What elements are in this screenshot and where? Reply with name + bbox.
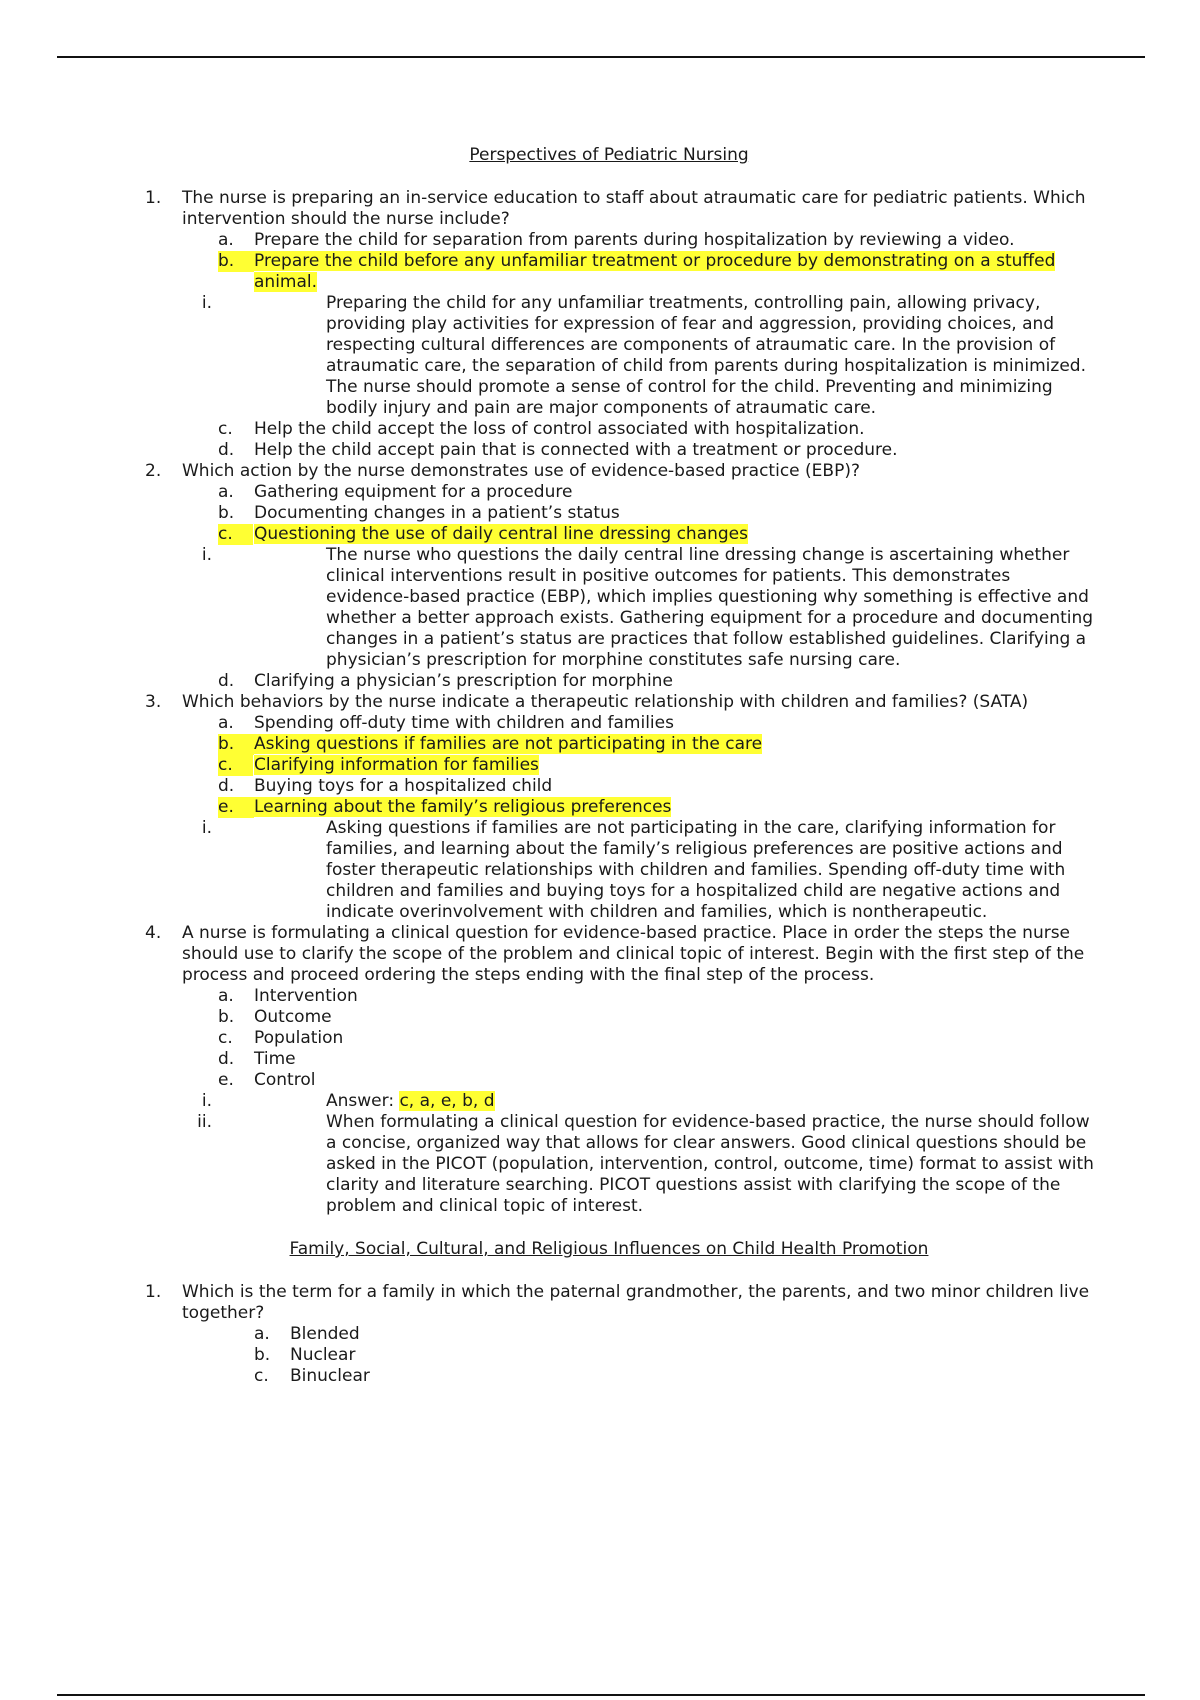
option-text-highlighted: Learning about the family’s religious preferences [254, 797, 672, 817]
question-text: Which behaviors by the nurse indicate a therapeutic relationship with children and families? (SATA) [182, 692, 1029, 712]
bottom-rule [57, 1694, 1145, 1696]
question-number: 3. [145, 692, 162, 712]
option-text: Prepare the child for separation from parents during hospitalization by reviewing a video. [254, 230, 1015, 250]
question-number: 2. [145, 461, 162, 481]
option-2b [0, 503, 1094, 524]
option-text: Help the child accept pain that is connected with a treatment or procedure. [254, 440, 898, 460]
rationale-4 [0, 1112, 1094, 1217]
rationale-text: The nurse who questions the daily central line dressing change is ascertaining whether clinical interventions result in positive outcomes for patients. This demonstrates evidence-based practice (EBP), which implies questioning why something is effective and whether a better approach exists. Gathering equipment for a procedure and documenting changes in a patient’s status are practices that follow established guidelines. Clarifying a physician’s prescription for morphine constitutes safe nursing care. [326, 545, 1094, 670]
option-letter: c. [218, 755, 253, 776]
option-text: Gathering equipment for a procedure [254, 482, 573, 502]
rationale-number: ii. [197, 1112, 212, 1132]
section2-question-1 [0, 1282, 1092, 1324]
option-text: Binuclear [290, 1366, 370, 1386]
rationale-number: i. [201, 545, 212, 565]
option-text-highlighted: Prepare the child before any unfamiliar treatment or procedure by demonstrating on a stuffed animal. [254, 251, 1056, 292]
rationale-number: i. [201, 818, 212, 838]
option-letter: a. [218, 482, 234, 502]
option-text: Blended [290, 1324, 360, 1344]
option-text-highlighted: Asking questions if families are not participating in the care [254, 734, 763, 754]
option-2c-correct [0, 524, 1094, 545]
answer-label: Answer: [326, 1091, 395, 1111]
option-3d [0, 776, 1094, 797]
answer-number: i. [201, 1091, 212, 1111]
option-text: Clarifying a physician’s prescription for morphine [254, 671, 673, 691]
option-letter: d. [218, 440, 235, 460]
option-1c [0, 419, 1094, 440]
option-4c [0, 1028, 1094, 1049]
option-4e [0, 1070, 1094, 1091]
option-1a [0, 230, 1094, 251]
option-text: Population [254, 1028, 344, 1048]
question-4 [0, 923, 1092, 986]
question-2 [0, 461, 1092, 482]
question-number: 4. [145, 923, 162, 943]
option-letter: b. [218, 503, 235, 523]
option-letter: e. [218, 797, 254, 818]
section2-option-b [0, 1345, 1090, 1366]
option-3b-correct [0, 734, 1094, 755]
option-letter: a. [254, 1324, 270, 1344]
option-1d [0, 440, 1094, 461]
option-letter: c. [218, 419, 233, 439]
option-text: Documenting changes in a patient’s status [254, 503, 620, 523]
question-3 [0, 692, 1092, 713]
question-number: 1. [145, 188, 162, 208]
option-4d [0, 1049, 1094, 1070]
option-letter: d. [218, 776, 235, 796]
option-2d [0, 671, 1094, 692]
answer-4 [0, 1091, 1094, 1112]
option-2a [0, 482, 1094, 503]
option-text: Control [254, 1070, 316, 1090]
option-text: Time [254, 1049, 296, 1069]
option-letter: c. [218, 524, 253, 545]
option-letter: b. [218, 734, 254, 755]
rationale-number: i. [201, 293, 212, 313]
section-title: Perspectives of Pediatric Nursing [469, 145, 749, 165]
document-body [0, 145, 1200, 1387]
question-number: 1. [145, 1282, 162, 1302]
question-text: The nurse is preparing an in-service education to staff about atraumatic care for pediatric patients. Which intervention should the nurse include? [182, 188, 1086, 229]
section-title: Family, Social, Cultural, and Religious Influences on Child Health Promotion [289, 1239, 929, 1259]
option-3c-correct [0, 755, 1094, 776]
option-letter: d. [218, 1049, 235, 1069]
option-1b-correct [0, 251, 1094, 293]
question-1 [0, 188, 1092, 230]
option-text: Spending off-duty time with children and families [254, 713, 674, 733]
option-text: Buying toys for a hospitalized child [254, 776, 553, 796]
option-letter: b. [218, 251, 254, 272]
option-letter: c. [254, 1366, 269, 1386]
option-text: Intervention [254, 986, 358, 1006]
option-4b [0, 1007, 1094, 1028]
option-text: Outcome [254, 1007, 332, 1027]
option-letter: a. [218, 986, 234, 1006]
rationale-text: Asking questions if families are not participating in the care, clarifying information for families, and learning about the family’s religious preferences are positive actions and foster therapeutic relationships with children and families. Spending off-duty time with children and families and buying toys for a hospitalized child are negative actions and indicate overinvolvement with children and families, which is nontherapeutic. [326, 818, 1066, 922]
section2-option-c [0, 1366, 1090, 1387]
rationale-1 [0, 293, 1094, 419]
option-text-highlighted: Clarifying information for families [254, 755, 539, 775]
rationale-3 [0, 818, 1094, 923]
option-letter: a. [218, 230, 234, 250]
option-text: Nuclear [290, 1345, 356, 1365]
option-letter: b. [218, 1007, 235, 1027]
option-letter: d. [218, 671, 235, 691]
question-text: Which action by the nurse demonstrates use of evidence-based practice (EBP)? [182, 461, 860, 481]
section2-option-a [0, 1324, 1090, 1345]
rationale-text: When formulating a clinical question for evidence-based practice, the nurse should follow a concise, organized way that allows for clear answers. Good clinical questions should be asked in the PICOT (population, intervention, control, outcome, time) format to assist with clarity and literature searching. PICOT questions assist with clarifying the scope of the problem and clinical topic of interest. [326, 1112, 1094, 1216]
question-text: A nurse is formulating a clinical question for evidence-based practice. Place in order the steps the nurse should use to clarify the scope of the problem and clinical topic of interest. Begin with the first step of the process and proceed ordering the steps ending with the final step of the process. [182, 923, 1085, 985]
option-letter: a. [218, 713, 234, 733]
rationale-text: Preparing the child for any unfamiliar treatments, controlling pain, allowing privacy, providing play activities for expression of fear and aggression, providing choices, and respecting cultural differences are components of atraumatic care. In the provision of atraumatic care, the separation of child from parents during hospitalization is minimized. The nurse should promote a sense of control for the child. Preventing and minimizing bodily injury and pain are major components of atraumatic care. [326, 293, 1086, 418]
option-text-highlighted: Questioning the use of daily central line dressing changes [254, 524, 748, 544]
option-letter: e. [218, 1070, 234, 1090]
option-4a [0, 986, 1094, 1007]
option-text: Help the child accept the loss of control associated with hospitalization. [254, 419, 865, 439]
option-letter: c. [218, 1028, 233, 1048]
option-3e-correct [0, 797, 1094, 818]
option-3a [0, 713, 1094, 734]
top-rule [57, 56, 1145, 58]
rationale-2 [0, 545, 1094, 671]
answer-value-highlighted: c, a, e, b, d [399, 1091, 495, 1111]
option-letter: b. [254, 1345, 271, 1365]
question-text: Which is the term for a family in which the paternal grandmother, the parents, and two minor children live together? [182, 1282, 1090, 1323]
